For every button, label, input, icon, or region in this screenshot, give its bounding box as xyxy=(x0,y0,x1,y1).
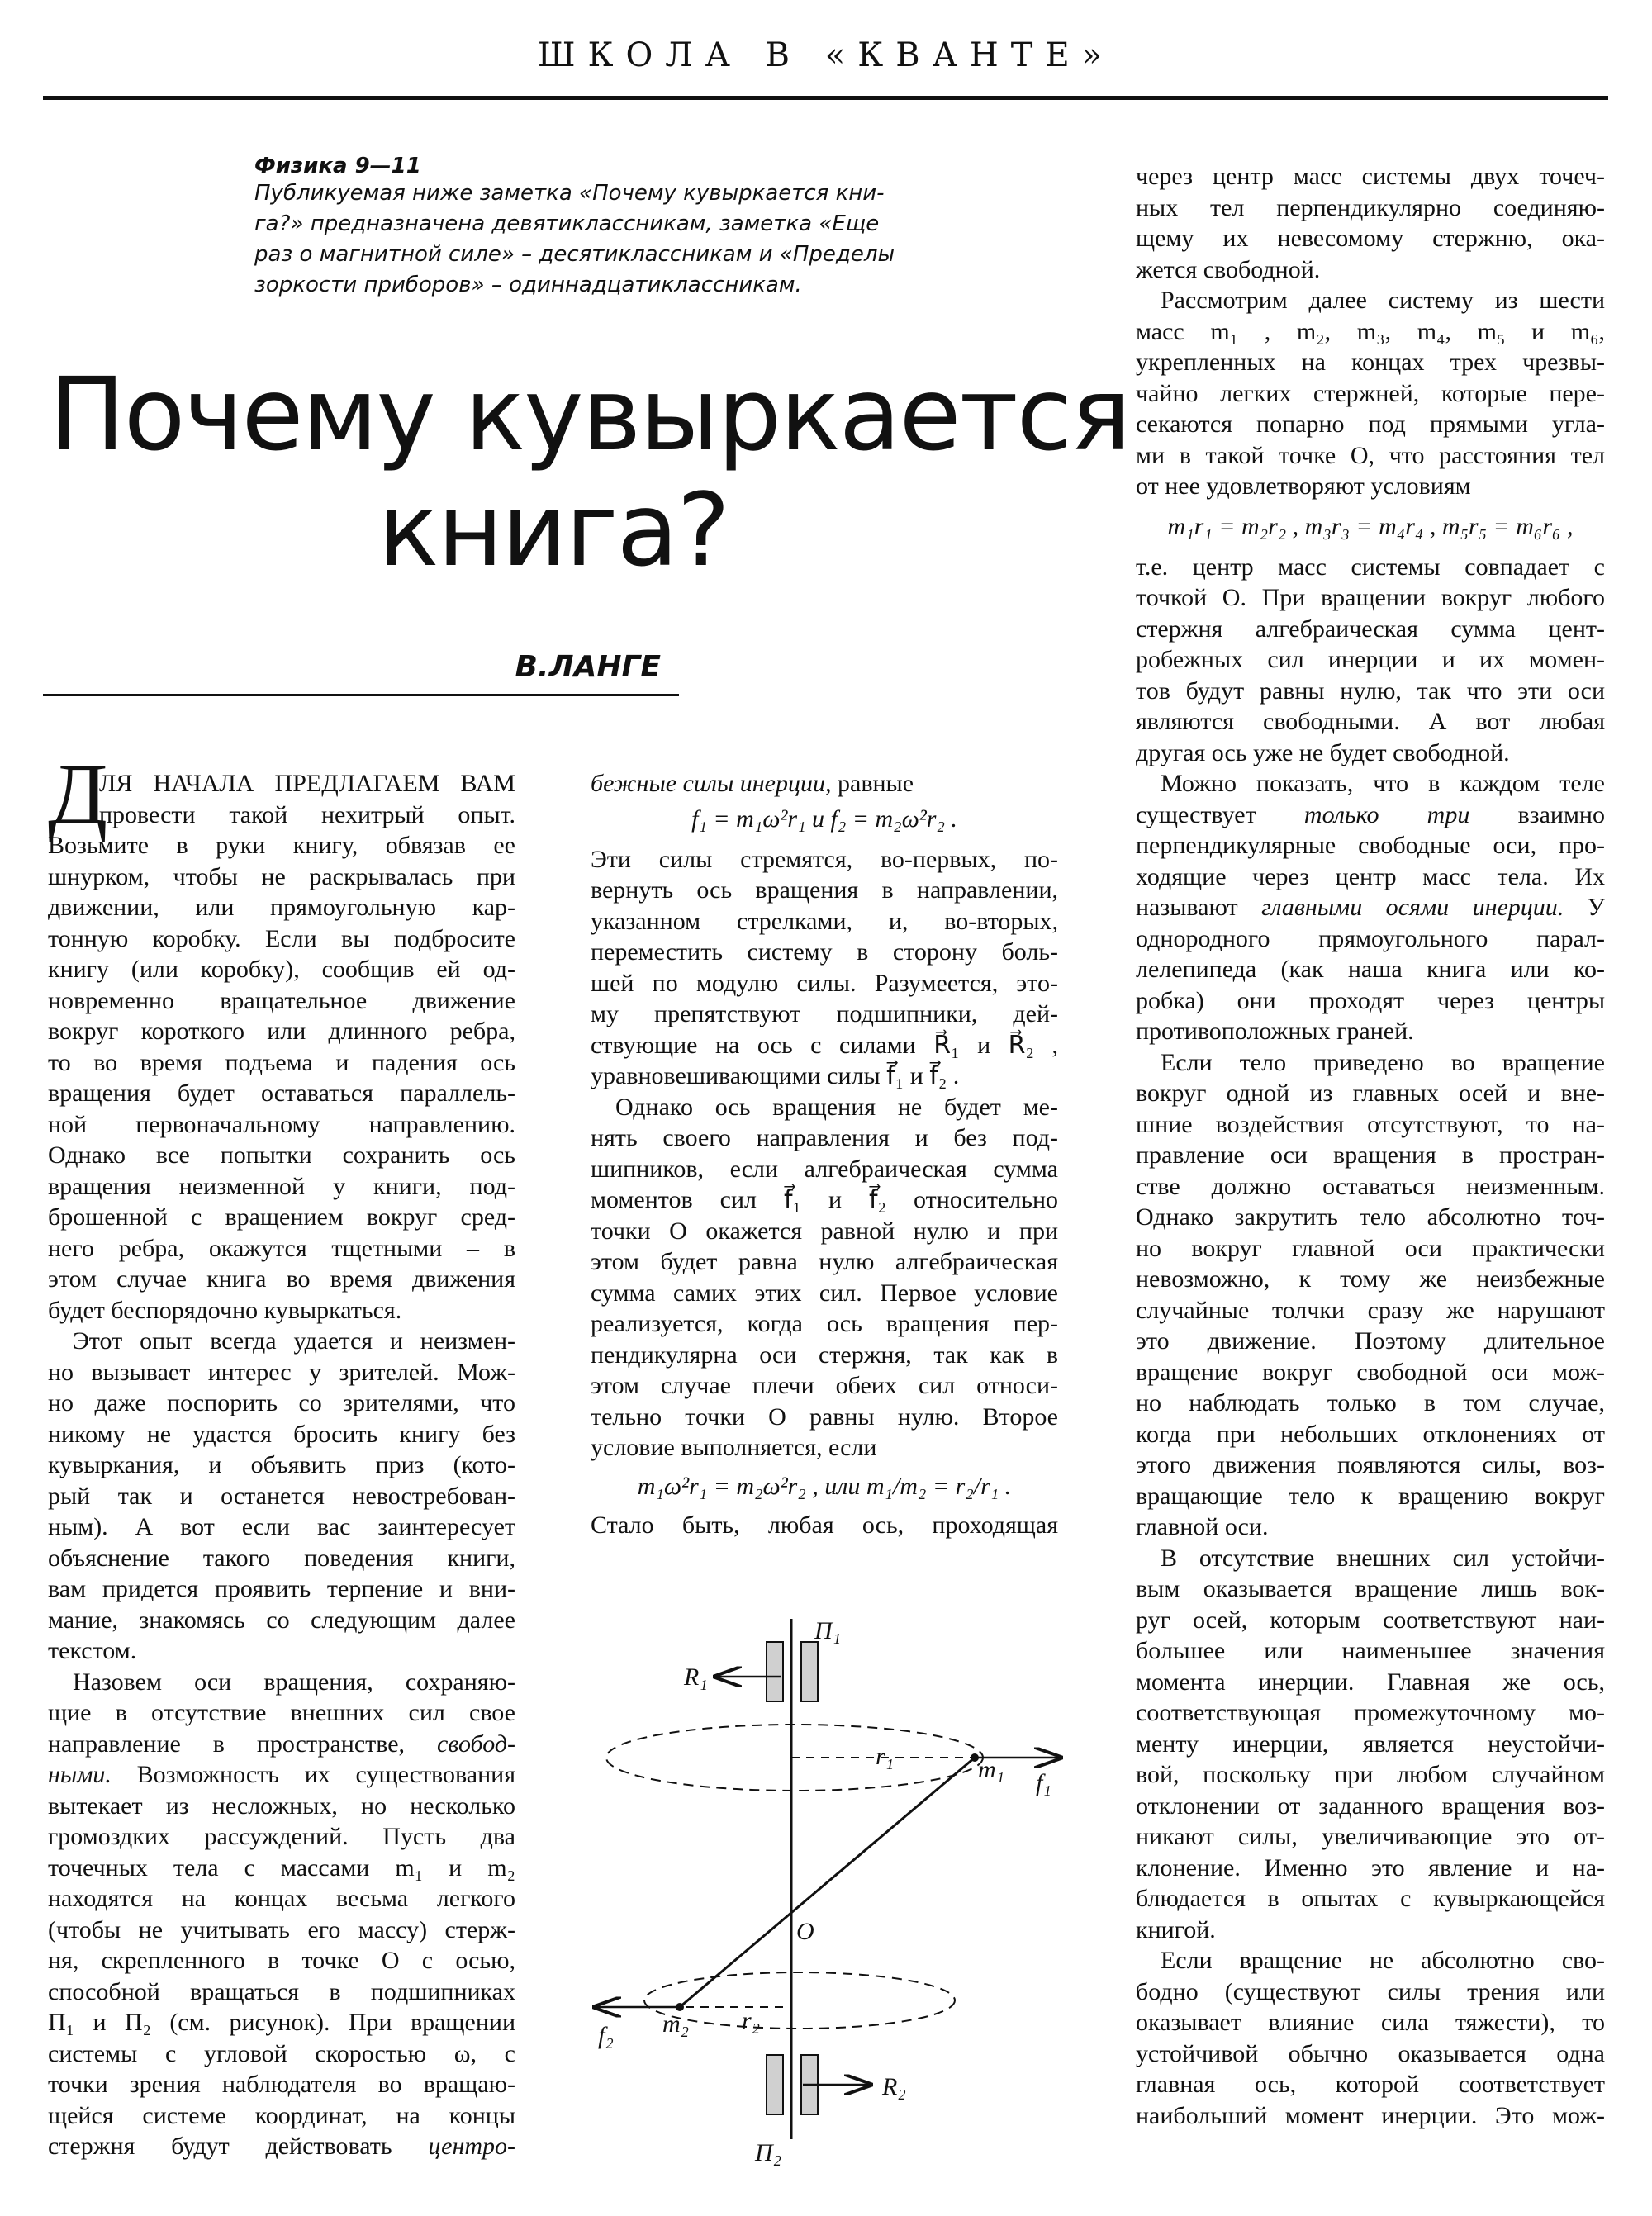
text-line: вокруг одной из главных осей и вне- xyxy=(1136,1080,1605,1107)
subject-label: Физика 9—11 xyxy=(254,154,421,178)
force-f1-label: f₁ xyxy=(1036,1769,1051,1796)
text-line: перпендикулярные свободные оси, про- xyxy=(1136,832,1605,859)
text-line: новременно вращательное движение xyxy=(48,986,515,1014)
text-line: но вызывает интерес у зрителей. Мож- xyxy=(48,1358,515,1386)
text-line: укрепленных на концах трех чрезвы- xyxy=(1136,349,1605,376)
column-3 xyxy=(1136,161,1605,2131)
text-line: когда при небольших отклонениях от xyxy=(1136,1420,1605,1448)
emphasis-run: бежные силы инерции, xyxy=(591,770,832,797)
text-line: системы с угловой скоростью ω, с xyxy=(48,2039,515,2067)
text-line: точкой O. При вращении вокруг любого xyxy=(1136,584,1605,611)
text-line: Однако ось вращения не будет ме- xyxy=(615,1093,1058,1121)
text-line: Однако закрутить тело абсолютно точ- xyxy=(1136,1203,1605,1231)
text-line: то во время подъема и падения ось xyxy=(48,1048,515,1076)
column-2 xyxy=(591,768,1058,1540)
text-line: однородного прямоугольного парал- xyxy=(1136,924,1605,952)
text-line: устойчивой обычно оказывается одна xyxy=(1136,2039,1605,2067)
text-line: ня, скрепленного в точке O с осью, xyxy=(48,1947,515,1974)
text-line: реализуется, когда ось вращения пер- xyxy=(591,1310,1058,1337)
intro-line: Публикуемая ниже заметка «Почему кувыркается кни- xyxy=(254,181,885,206)
text-line: ходящие через центр масс тела. Их xyxy=(1136,862,1605,890)
text-line: В отсутствие внешних сил устойчи- xyxy=(1161,1544,1605,1572)
text-line: кувыркания, и объявить приз (кото- xyxy=(48,1451,515,1478)
text-line: стве должно оставаться неизменным. xyxy=(1136,1172,1605,1200)
article-title xyxy=(50,356,1130,589)
text-line: ми в такой точке O, что расстояния тел xyxy=(1136,441,1605,469)
text-line: блюдается в опытах с кувыркающейся xyxy=(1136,1885,1605,1912)
text-line: большее или наименьшее значения xyxy=(1136,1637,1605,1664)
text-line xyxy=(1136,892,1605,923)
text-line: от нее удовлетворяют условиям xyxy=(1136,472,1471,500)
drop-cap: Д xyxy=(48,746,108,842)
header-rule xyxy=(43,96,1608,100)
text-line: объяснение такого поведения книги, xyxy=(48,1544,515,1572)
text-line: но вокруг главной оси практически xyxy=(1136,1234,1605,1262)
text-line: робка) они проходят через центры xyxy=(1136,986,1605,1014)
text-line: щему их невесомому стержню, ока- xyxy=(1136,225,1605,252)
text-line: тов будут равны нулю, так что эти оси xyxy=(1136,676,1605,705)
mass-2-label: m₂ xyxy=(662,2010,690,2038)
text-line: уравновешивающими силы f⃗₁ и f⃗₂ . xyxy=(591,1062,960,1089)
text-line xyxy=(48,2131,515,2162)
text-line: чайно легких стержней, которые пере- xyxy=(1136,379,1605,407)
text-line: щейся системе координат, на концы xyxy=(48,2101,515,2129)
text-line: ной первоначальному направлению. xyxy=(48,1110,515,1138)
text-line: вытекает из несложных, но несколько xyxy=(48,1791,515,1820)
text-line: т.е. центр масс системы совпадает с xyxy=(1136,553,1605,581)
emphasis-run: центро- xyxy=(428,2133,515,2160)
radius-2-label: r₂ xyxy=(742,2007,761,2034)
text-line: шипников, если алгебраическая сумма xyxy=(591,1155,1058,1183)
text-line: точки зрения наблюдателя во вращаю- xyxy=(48,2071,515,2098)
text-line: правление оси вращения в простран- xyxy=(1136,1141,1605,1169)
formula-balance: m₁ω²r₁ = m₂ω²r₂ , или m₁/m₂ = r₂/r₁ . xyxy=(637,1472,1012,1500)
text-line: секаются попарно под прямыми угла- xyxy=(1136,410,1605,438)
text-line: Назовем оси вращения, сохраняю- xyxy=(73,1668,515,1696)
text-run: стержня будут действовать xyxy=(48,2133,392,2160)
text-line: шей по модулю силы. Разумеется, это- xyxy=(591,969,1058,997)
text-line: случайные толчки сразу же нарушают xyxy=(1136,1296,1605,1324)
text-line: вым оказывается вращение лишь вок- xyxy=(1136,1575,1605,1602)
bearing-top-label: П₁ xyxy=(814,1617,842,1644)
text-line: другая ось уже не будет свободной. xyxy=(1136,738,1510,766)
text-line: соответствующая промежуточному мо- xyxy=(1136,1699,1605,1726)
intro-line: га?» предназначена девятиклассникам, заметка «Еще xyxy=(254,211,880,236)
orbit-bottom xyxy=(644,1972,955,2029)
text-line: ных тел перпендикулярно соединяю- xyxy=(1136,193,1605,221)
text-line: никому не удастся бросить книгу без xyxy=(48,1420,515,1448)
text-line: главная ось, которой соответствует xyxy=(1136,2071,1605,2098)
text-line: этом случае плечи обеих сил относи- xyxy=(591,1372,1058,1399)
text-line: этом случае книга во время движения xyxy=(48,1265,515,1293)
force-r1-label: R₁ xyxy=(684,1663,708,1691)
text-run: направление в пространстве, xyxy=(48,1730,406,1758)
intro-line: раз о магнитной силе» – десятиклассникам и «Пределы xyxy=(254,242,895,267)
text-line: вращения неизменной у книги, под- xyxy=(48,1172,515,1200)
text-line: движении, или прямоугольную кар- xyxy=(48,894,515,921)
text-line: Если тело приведено во вращение xyxy=(1161,1048,1605,1076)
text-line xyxy=(48,1759,515,1791)
text-line: противоположных граней. xyxy=(1136,1018,1414,1045)
column-1 xyxy=(48,768,515,2162)
text-line: щие в отсутствие внешних сил свое xyxy=(48,1699,515,1726)
text-line: рый так и останется невостребован- xyxy=(48,1482,515,1510)
text-line: шнурком, чтобы не раскрывалась при xyxy=(48,862,515,890)
text-line: ЛЯ НАЧАЛА ПРЕДЛАГАЕМ ВАМ xyxy=(99,770,515,797)
text-line: масс m₁ , m₂, m₃, m₄, m₅ и m₆, xyxy=(1136,317,1605,345)
text-run: У xyxy=(1587,894,1606,921)
text-line: это движение. Поэтому длительное xyxy=(1136,1327,1605,1355)
text-run: Возможность их существования xyxy=(136,1761,516,1788)
running-head: ШКОЛА В «КВАНТЕ» xyxy=(537,36,1115,74)
rotation-diagram xyxy=(578,1611,1090,2189)
emphasis-run: главными осями инерции. xyxy=(1261,894,1564,921)
text-line: клонение. Именно это явление и на- xyxy=(1136,1853,1605,1881)
text-run: существует xyxy=(1136,800,1256,828)
text-line: ствующие на ось с силами R⃗₁ и R⃗₂ , xyxy=(591,1031,1058,1059)
emphasis-run: ными. xyxy=(48,1761,112,1788)
title-line-1: Почему кувыркается xyxy=(50,356,1130,473)
text-line: Возьмите в руки книгу, обвязав ее xyxy=(48,832,515,859)
formula-masses: m₁r₁ = m₂r₂ , m₃r₃ = m₄r₄ , m₅r₅ = m₆r₆ , xyxy=(1167,512,1574,540)
text-line: тонную коробку. Если вы подбросите xyxy=(48,924,515,952)
text-line: но наблюдать только в том случае, xyxy=(1136,1389,1605,1416)
text-line: громоздких рассуждений. Пусть два xyxy=(48,1823,515,1850)
text-line: (чтобы не учитывать его массу) стерж- xyxy=(48,1915,515,1943)
text-line: нять своего направления и без под- xyxy=(591,1124,1058,1151)
text-line: но даже поспорить со зрителями, что xyxy=(48,1389,515,1416)
text-line: находятся на концах весьма легкого xyxy=(48,1885,515,1912)
intro-paragraph xyxy=(254,178,899,301)
text-line: вокруг короткого или длинного ребра, xyxy=(48,1018,515,1045)
text-line: вращающие тело к вращению вокруг xyxy=(1136,1482,1605,1510)
text-line: бодно (существуют силы трения или xyxy=(1136,1977,1605,2005)
center-label: O xyxy=(796,1918,814,1945)
text-line: вращения будет оставаться параллель- xyxy=(48,1080,515,1107)
text-line xyxy=(48,1729,515,1760)
text-line: текстом. xyxy=(48,1637,137,1664)
text-line: Однако все попытки сохранить ось xyxy=(48,1141,515,1169)
text-line: Эти силы стремятся, во-первых, по- xyxy=(591,845,1058,873)
text-line: невозможно, к тому же неизбежные xyxy=(1136,1265,1605,1293)
text-line: Этот опыт всегда удается и неизмен- xyxy=(73,1327,515,1355)
text-line: книгой. xyxy=(1136,1915,1216,1943)
formula-centrifugal: f₁ = m₁ω²r₁ и f₂ = m₂ω²r₂ . xyxy=(691,804,957,833)
text-line: му препятствуют подшипники, дей- xyxy=(591,1000,1058,1027)
text-line: этом будет равна нулю алгебраическая xyxy=(591,1248,1058,1275)
text-line: руг осей, которым соответствуют наи- xyxy=(1136,1606,1605,1634)
text-line: вам придется проявить терпение и вни- xyxy=(48,1575,515,1602)
intro-line: зоркости приборов» – одиннадцатиклассникам. xyxy=(254,273,802,297)
text-line: вернуть ось вращения в направлении, xyxy=(591,876,1058,904)
text-line: главной оси. xyxy=(1136,1513,1269,1540)
text-line: моментов сил f⃗₁ и f⃗₂ относительно xyxy=(591,1186,1058,1213)
text-line: сумма самих этих сил. Первое условие xyxy=(591,1279,1058,1307)
text-line: брошенной с вращением вокруг сред- xyxy=(48,1203,515,1231)
text-line: переместить систему в сторону боль- xyxy=(591,938,1058,966)
force-f2-label: f₂ xyxy=(598,2022,614,2049)
text-line: лелепипеда (как наша книга или ко- xyxy=(1136,956,1605,983)
bearing-bottom-label: П₂ xyxy=(755,2139,782,2166)
text-line: этого движения появляются силы, воз- xyxy=(1136,1451,1605,1478)
emphasis-run: только три xyxy=(1303,800,1470,828)
text-line xyxy=(591,768,1058,800)
text-line: пендикулярна оси стержня, так как в xyxy=(591,1341,1058,1369)
text-line: Стало быть, любая ось, проходящая xyxy=(591,1511,1058,1539)
text-line: шние воздействия отсутствуют, то на- xyxy=(1136,1110,1605,1138)
rod xyxy=(680,1758,975,2007)
text-line: будет беспорядочно кувыркаться. xyxy=(48,1296,402,1324)
text-line: ным). А вот если вас заинтересует xyxy=(48,1513,515,1540)
radius-1-label: r₁ xyxy=(876,1743,895,1770)
text-run: равные xyxy=(838,770,914,797)
force-r2-label: R₂ xyxy=(882,2073,906,2100)
text-line: стержня алгебраическая сумма цент- xyxy=(1136,615,1605,643)
text-line: Рассмотрим далее систему из шести xyxy=(1161,287,1605,314)
text-line: указанном стрелками, и, во-вторых, xyxy=(591,907,1058,935)
text-line xyxy=(1136,800,1605,831)
text-line: него ребра, окажутся тщетными – в xyxy=(48,1234,515,1262)
text-line: являются свободными. А вот любая xyxy=(1136,708,1605,735)
text-line: точки O окажется равной нулю и при xyxy=(591,1217,1058,1245)
text-line: момента инерции. Главная же ось, xyxy=(1136,1668,1605,1696)
title-line-2: книга? xyxy=(377,472,729,589)
text-run: называют xyxy=(1136,894,1238,921)
mass-1-label: m₁ xyxy=(978,1756,1005,1783)
text-line: Если вращение не абсолютно сво- xyxy=(1161,1947,1605,1974)
text-line: вой, поскольку при любом случайном xyxy=(1136,1761,1605,1788)
text-line: мание, знакомясь со следующим далее xyxy=(48,1606,515,1634)
text-run: взаимно xyxy=(1517,800,1605,828)
author-name: В.ЛАНГЕ xyxy=(515,650,661,684)
text-line: робежных сил инерции и их момен- xyxy=(1136,646,1605,673)
text-line: условие выполняется, если xyxy=(591,1434,877,1461)
text-line: точечных тела с массами m₁ и m₂ xyxy=(48,1853,515,1881)
text-line: тельно точки O равны нулю. Второе xyxy=(591,1402,1058,1431)
text-line: наибольший момент инерции. Это мож- xyxy=(1136,2101,1605,2129)
text-line: вращение вокруг свободной оси мож- xyxy=(1136,1358,1605,1386)
text-line: Можно показать, что в каждом теле xyxy=(1161,770,1605,797)
text-line: никают силы, увеличивающие это от- xyxy=(1136,1823,1605,1850)
text-line: через центр масс системы двух точеч- xyxy=(1136,163,1605,190)
text-line: книгу (или коробку), сообщив ей од- xyxy=(48,956,515,983)
text-line: провести такой нехитрый опыт. xyxy=(99,800,515,828)
emphasis-run: свобод- xyxy=(437,1730,516,1758)
text-line: отклонении от заданного вращения воз- xyxy=(1136,1791,1605,1820)
text-line: менту инерции, является неустойчи- xyxy=(1136,1730,1605,1758)
text-line: оказывает влияние сила тяжести), то xyxy=(1136,2009,1605,2036)
text-line: П₁ и П₂ (см. рисунок). При вращении xyxy=(48,2009,515,2036)
text-line: способной вращаться в подшипниках xyxy=(48,1977,515,2005)
text-line: жется свободной. xyxy=(1136,255,1321,283)
author-rule xyxy=(43,694,679,696)
